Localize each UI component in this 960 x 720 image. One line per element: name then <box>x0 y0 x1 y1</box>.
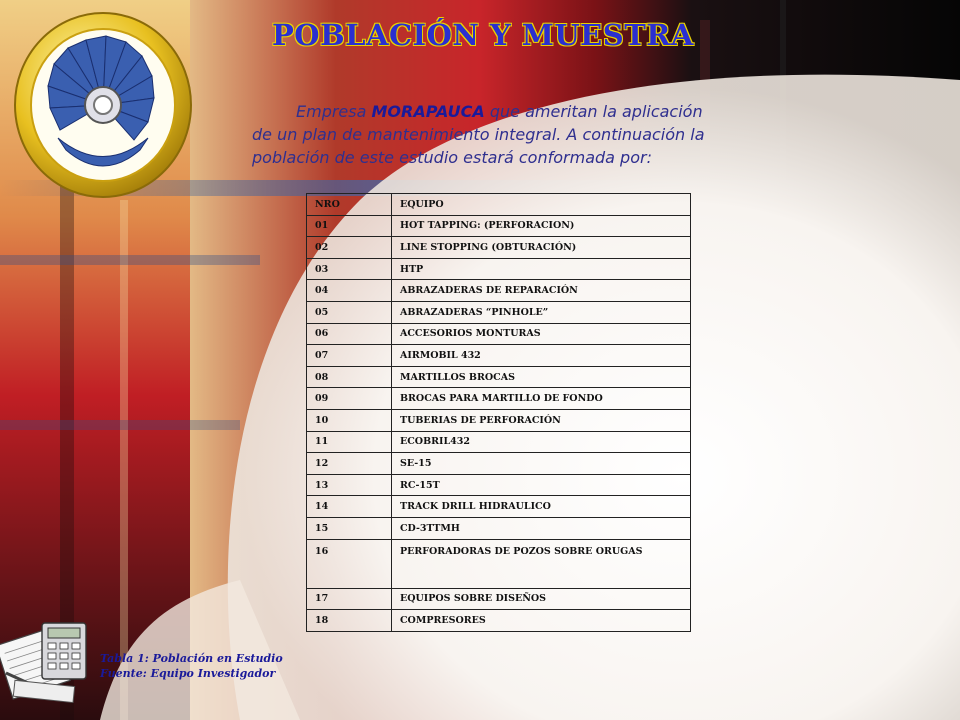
row-nro: 07 <box>307 345 392 367</box>
row-nro: 05 <box>307 301 392 323</box>
caption-title: Tabla 1: Población en Estudio <box>100 652 283 665</box>
row-nro: 11 <box>307 431 392 453</box>
table-row <box>307 409 691 431</box>
row-nro: 15 <box>307 517 392 539</box>
header-equipo: EQUIPO <box>392 194 691 216</box>
row-equipo: EQUIPOS SOBRE DISEÑOS <box>392 588 691 610</box>
table-row <box>307 258 691 280</box>
row-equipo: HTP <box>392 258 691 280</box>
table-row <box>307 237 691 259</box>
row-nro: 18 <box>307 610 392 632</box>
calculator-papers-icon <box>0 615 100 705</box>
row-nro: 01 <box>307 215 392 237</box>
row-nro: 09 <box>307 388 392 410</box>
row-nro: 16 <box>307 539 392 588</box>
table-row <box>307 388 691 410</box>
table-row <box>307 517 691 539</box>
row-nro: 03 <box>307 258 392 280</box>
row-nro: 13 <box>307 474 392 496</box>
row-equipo: SE-15 <box>392 453 691 475</box>
row-equipo: MARTILLOS BROCAS <box>392 366 691 388</box>
row-equipo: COMPRESORES <box>392 610 691 632</box>
table-caption <box>100 651 283 681</box>
intro-paragraph <box>252 100 722 169</box>
table-row <box>307 366 691 388</box>
row-equipo: AIRMOBIL 432 <box>392 345 691 367</box>
row-nro: 12 <box>307 453 392 475</box>
intro-after: que ameritan la aplicación de un plan de mantenimiento integral. A continuación la población de este estudio estará conformada por: <box>252 102 705 167</box>
table-row <box>307 539 691 588</box>
row-equipo: ABRAZADERAS DE REPARACIÓN <box>392 280 691 302</box>
equipment-table <box>306 193 691 632</box>
row-nro: 08 <box>307 366 392 388</box>
row-nro: 17 <box>307 588 392 610</box>
row-equipo: BROCAS PARA MARTILLO DE FONDO <box>392 388 691 410</box>
university-seal-icon <box>8 10 198 200</box>
row-equipo: TRACK DRILL HIDRAULICO <box>392 496 691 518</box>
row-nro: 10 <box>307 409 392 431</box>
row-equipo: ECOBRIL432 <box>392 431 691 453</box>
table-row <box>307 588 691 610</box>
header-nro: NRO <box>307 194 392 216</box>
row-nro: 04 <box>307 280 392 302</box>
table-row <box>307 453 691 475</box>
table-row <box>307 345 691 367</box>
table-row <box>307 496 691 518</box>
table-row <box>307 610 691 632</box>
table-row <box>307 215 691 237</box>
row-equipo: ABRAZADERAS “PINHOLE” <box>392 301 691 323</box>
row-equipo: CD-3TTMH <box>392 517 691 539</box>
row-equipo: TUBERIAS DE PERFORACIÓN <box>392 409 691 431</box>
table-row <box>307 301 691 323</box>
row-equipo: HOT TAPPING: (PERFORACION) <box>392 215 691 237</box>
slide-title: POBLACIÓN Y MUESTRA <box>272 18 694 52</box>
row-equipo: LINE STOPPING (OBTURACIÓN) <box>392 237 691 259</box>
company-name: MORAPAUCA <box>371 102 485 121</box>
table-header-row <box>307 194 691 216</box>
row-nro: 14 <box>307 496 392 518</box>
row-nro: 06 <box>307 323 392 345</box>
table-row <box>307 323 691 345</box>
row-equipo: ACCESORIOS MONTURAS <box>392 323 691 345</box>
table-row <box>307 280 691 302</box>
caption-source: Fuente: Equipo Investigador <box>100 667 276 680</box>
row-equipo: RC-15T <box>392 474 691 496</box>
table-row <box>307 474 691 496</box>
row-equipo: PERFORADORAS DE POZOS SOBRE ORUGAS <box>392 539 691 588</box>
table-row <box>307 431 691 453</box>
intro-before: Empresa <box>296 102 372 121</box>
row-nro: 02 <box>307 237 392 259</box>
